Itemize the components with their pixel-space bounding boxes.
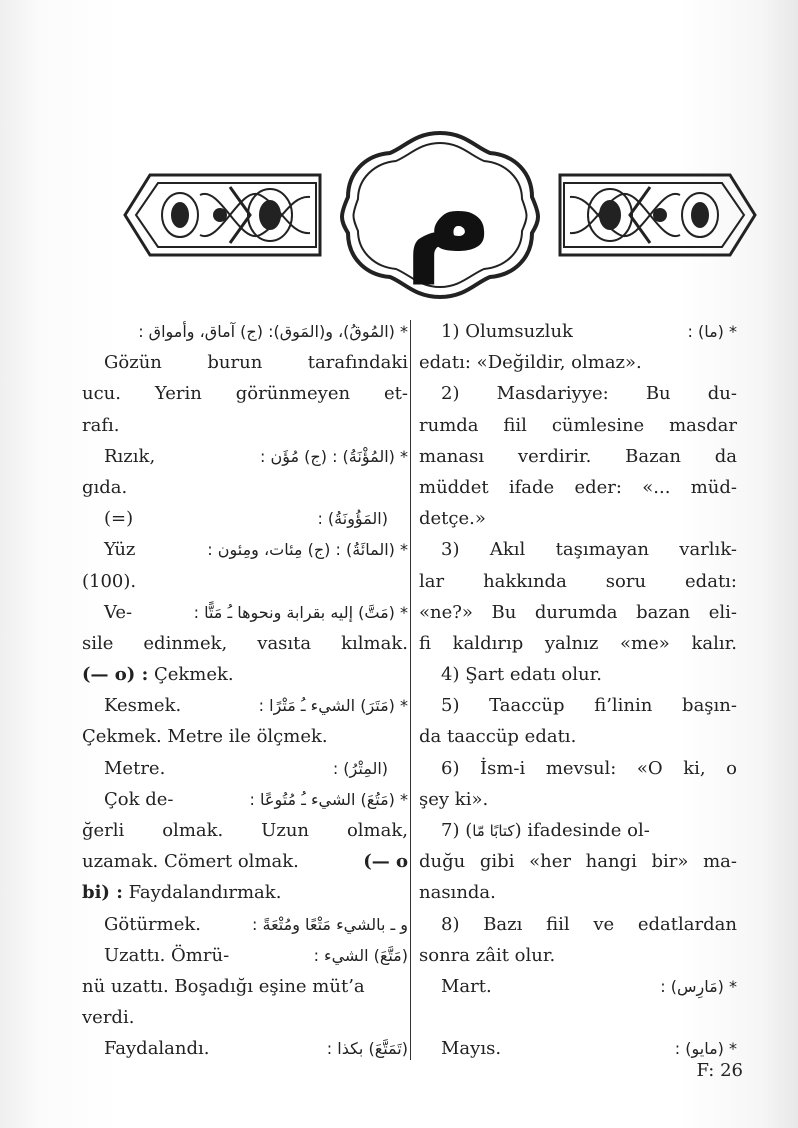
text-line: «ne?» Bu durumda bazan eli- [419,601,737,623]
text-line: sonra zâit olur. [419,944,556,966]
text-line: duğu gibi «her hangi bir» ma- [419,851,737,873]
column-divider [410,320,411,1060]
arabic-headword: * (مَتُعَ) الشيء ـُ مُتُوعًا : [249,789,408,809]
arabic-headword: * (المُؤْنَةُ) : (ج) مُؤَن : [260,446,408,466]
text-line: rafı. [82,414,120,436]
entry-mune: Rızık, * (المُؤْنَةُ) : (ج) مُؤَن : [82,441,408,472]
left-column [82,316,408,1065]
text-line: 6) İsm-i mevsul: «O ki, o [441,757,737,779]
entry-mart: Mart. * (مَارِس) : [419,971,737,1002]
entry-mitr: Metre. (المِتْرُ) : [82,753,408,784]
text-line: ucu. Yerin görünmeyen et- [82,383,408,405]
text-line: sile edinmek, vasıta kılmak. [82,632,408,654]
text-line: nü uzattı. Boşadığı eşine müt’a [82,975,365,997]
text-line: fi kaldırıp yalnız «me» kalır. [419,632,737,654]
text-line: 3) Akıl taşımayan varlık- [441,539,737,561]
blank-line [419,1002,737,1033]
arabic-headword: * (مايو) : [674,1039,737,1059]
entry-metr: Kesmek. * (مَتَرَ) الشيء ـُ مَتْرًا : [82,690,408,721]
text-line: 8) Bazı fiil ve edatlardan [441,913,737,935]
text-line: 4) Şart edatı olur. [441,664,602,686]
arabic-phrase: كتابًا مّا [472,822,515,840]
arabic-headword: (المَؤُونَةُ) : [317,509,388,529]
entry-meune: (=) (المَؤُونَةُ) : [82,503,408,534]
entry-metua: Çok de- * (مَتُعَ) الشيء ـُ مُتُوعًا : [82,784,408,815]
text-line: bi) : Faydalandırmak. [82,882,282,904]
text-line: detçe.» [419,508,486,530]
left-arabesque [162,187,310,243]
right-arabesque [570,187,718,243]
page-folio: F: 26 [696,1060,743,1081]
arabic-headword: (تَمَتَّعَ) بكذا : [326,1039,408,1059]
text-line: rumda fiil cümlesine masdar [419,414,737,436]
text-line: 7) (كتابًا مّا) ifadesinde ol- [441,820,650,841]
text-line: lar hakkında soru edatı: [419,570,737,592]
entry-temetta: Faydalandı. (تَمَتَّعَ) بكذا : [82,1033,408,1064]
text-line: 5) Taaccüp fi’linin başın- [441,695,737,717]
arabic-headword: (المِتْرُ) : [332,758,388,778]
entry-mett: Ve- * (مَتَّ) إليه بقرابة ونحوها ـُ مَتًّا : [82,597,408,628]
entry-ma: 1) Olumsuzluk * (ما) : [419,316,737,347]
arabic-headword: * (المُوقُ)، و(المَوق): (ج) آماق، وأمواق : [138,322,408,341]
arabic-headword: * (ما) : [687,322,737,341]
text-line: nasında. [419,882,496,904]
text-line: Gözün burun tarafındaki [104,352,408,374]
text-line: (100). [82,570,137,592]
entry-metta: Uzattı. Ömrü- (مَتَّعَ) الشيء : [82,940,408,971]
text-line: gıda. [82,476,128,498]
text-line: Çekmek. Metre ile ölçmek. [82,726,328,748]
text-line: manası verdirir. Bazan da [419,445,737,467]
entry-met: Götürmek. و ـ بالشيء مَتْعًا ومُتْعَةً : [82,909,408,940]
text-line: da taaccüp edatı. [419,726,577,748]
text-line: uzamak. Cömert olmak. (— o [82,851,408,873]
entry-mie: Yüz * (المائَةُ) : (ج) مِئات، ومِئون : [82,534,408,565]
text-line: verdi. [82,1007,135,1029]
right-column [419,316,737,1065]
entry-mayis: Mayıs. * (مايو) : [419,1033,737,1064]
arabic-headword: * (المائَةُ) : (ج) مِئات، ومِئون : [207,540,408,560]
arabic-headword: * (مَارِس) : [660,976,737,996]
text-line: (— o) : Çekmek. [82,664,234,686]
arabic-headword: (مَتَّعَ) الشيء : [313,945,408,965]
text-line: edatı: «Değildir, olmaz». [419,352,642,374]
header-letter-mim: م [405,145,493,284]
arabic-headword: و ـ بالشيء مَتْعًا ومُتْعَةً : [252,914,408,934]
entry-muq [82,316,408,347]
text-line: 2) Masdariyye: Bu du- [441,383,737,405]
text-line: müddet ifade eder: «... müd- [419,476,737,498]
text-line: şey ki». [419,788,489,810]
arabic-headword: * (مَتَّ) إليه بقرابة ونحوها ـُ مَتًّا : [193,602,408,622]
text-line: ğerli olmak. Uzun olmak, [82,820,408,841]
arabic-headword: * (مَتَرَ) الشيء ـُ مَتْرًا : [258,696,408,716]
